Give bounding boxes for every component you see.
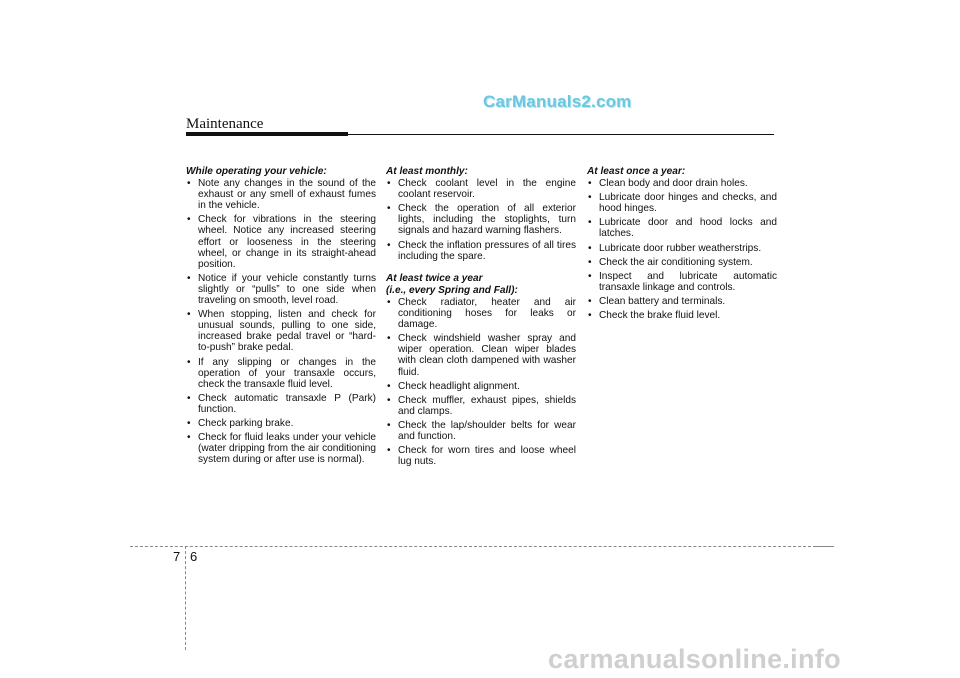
list-item: • Check muffler, exhaust pipes, shields and clamps.	[387, 394, 576, 417]
bullet: •	[187, 214, 191, 226]
footer-rule-end	[816, 546, 834, 547]
watermark-carmanualsonline: carmanualsonline.info	[548, 644, 841, 674]
list-item: • Check automatic transaxle P (Park) function.	[187, 392, 376, 415]
bullet: •	[187, 309, 191, 321]
list-item: • Clean body and door drain holes.	[588, 178, 748, 190]
list-item: • Check the operation of all exterior lights, including the stoplights, turn signals and hazard warning flashers.	[387, 203, 576, 237]
bullet: •	[588, 217, 592, 229]
bullet: •	[387, 419, 391, 431]
list-item: • When stopping, listen and check for unusual sounds, pulling to one side, increased brake pedal travel or “hard-to-push” brake pedal.	[187, 309, 376, 354]
bullet: •	[588, 178, 592, 190]
list-item: • Check the inflation pressures of all tires including the spare.	[387, 239, 576, 262]
bullet: •	[387, 394, 391, 406]
list-item: • Check headlight alignment.	[387, 380, 520, 392]
list-item: • Lubricate door hinges and checks, and hood hinges.	[588, 192, 777, 215]
list-item: • Notice if your vehicle constantly turns slightly or “pulls” to one side when traveling on smooth, level road.	[187, 272, 376, 307]
bullet: •	[187, 272, 191, 284]
page-number: 6	[190, 549, 198, 564]
list-item: • Check parking brake.	[187, 417, 294, 429]
list-item: • Lubricate door rubber weatherstrips.	[588, 242, 762, 254]
heading-twice-a-year: At least twice a year	[386, 272, 483, 284]
list-item: • Check for worn tires and loose wheel lug nuts.	[387, 445, 576, 468]
bullet: •	[588, 310, 592, 322]
bullet: •	[187, 356, 191, 368]
list-item: • Check the lap/shoulder belts for wear and function.	[387, 419, 576, 442]
heading-while-operating: While operating your vehicle:	[186, 166, 327, 177]
bullet: •	[387, 239, 391, 251]
footer-dashed-rule	[130, 546, 816, 547]
header-rule-thin	[348, 134, 774, 135]
list-item: • Check radiator, heater and air conditioning hoses for leaks or damage.	[387, 296, 576, 331]
bullet: •	[187, 178, 191, 190]
list-item: • Check for fluid leaks under your vehicle (water dripping from the air conditioning system during or after use is normal).	[187, 432, 376, 466]
bullet: •	[387, 380, 391, 392]
bullet: •	[387, 178, 391, 190]
list-item: • Note any changes in the sound of the exhaust or any smell of exhaust fumes in the vehicle.	[187, 178, 376, 212]
list-item: • Check windshield washer spray and wiper operation. Clean wiper blades with clean cloth dampened with washer fluid.	[387, 333, 576, 378]
bullet: •	[588, 270, 592, 282]
list-item: • Inspect and lubricate automatic transaxle linkage and controls.	[588, 270, 777, 293]
bullet: •	[588, 295, 592, 307]
heading-once-a-year: At least once a year:	[587, 166, 686, 177]
bullet: •	[187, 417, 191, 429]
column-operating	[186, 166, 376, 468]
list-item: • If any slipping or changes in the operation of your transaxle occurs, check the transaxle fluid level.	[187, 356, 376, 390]
list-while-operating	[186, 178, 376, 465]
bullet: •	[187, 432, 191, 444]
footer-vertical-dashed-rule	[185, 546, 186, 650]
bullet: •	[387, 445, 391, 457]
bullet: •	[588, 256, 592, 268]
bullet: •	[387, 296, 391, 308]
list-item: • Check for vibrations in the steering wheel. Notice any increased steering effort or looseness in the steering wheel, or change in its straight-ahead position.	[187, 214, 376, 270]
header-rule-thick	[186, 132, 348, 136]
list-item: • Check the brake fluid level.	[588, 310, 721, 322]
column-monthly-twice-yearly	[386, 166, 576, 470]
list-twice-a-year	[386, 297, 576, 467]
chapter-number: 7	[173, 549, 181, 564]
list-item: • Clean battery and terminals.	[588, 295, 726, 307]
bullet: •	[588, 192, 592, 204]
list-monthly	[386, 178, 576, 262]
bullet: •	[387, 333, 391, 345]
list-item: • Check coolant level in the engine coolant reservoir.	[387, 178, 576, 201]
bullet: •	[387, 203, 391, 215]
list-item: • Check the air conditioning system.	[588, 256, 753, 268]
bullet: •	[588, 242, 592, 254]
section-title: Maintenance	[186, 116, 264, 132]
heading-twice-a-year-note: (i.e., every Spring and Fall):	[386, 284, 518, 296]
watermark-carmanuals2: CarManuals2.com	[483, 92, 632, 111]
column-yearly	[587, 166, 777, 324]
bullet: •	[187, 392, 191, 404]
list-item: • Lubricate door and hood locks and latches.	[588, 217, 777, 240]
heading-monthly: At least monthly:	[386, 166, 468, 177]
list-once-a-year	[587, 178, 777, 321]
